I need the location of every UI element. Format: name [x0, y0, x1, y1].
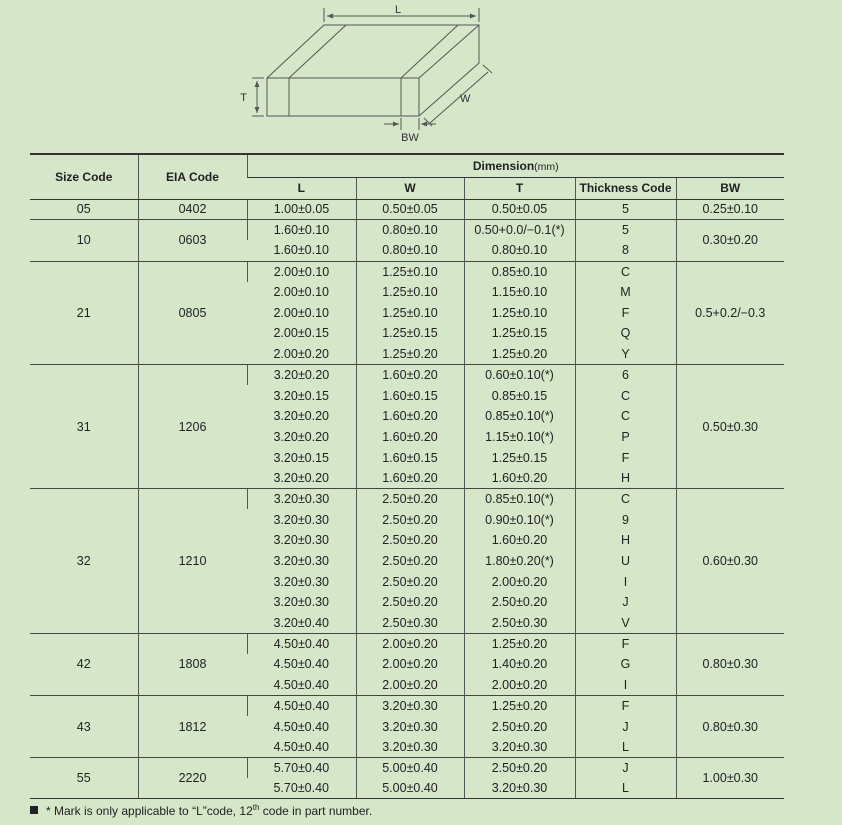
- cell-eia-code: 2220: [138, 758, 247, 799]
- table-row: [30, 261, 784, 282]
- cell-l: 1.60±0.10: [247, 220, 356, 241]
- cell-w: 1.60±0.20: [356, 427, 464, 448]
- cell-t: 2.50±0.20: [464, 716, 575, 737]
- table-row: [30, 365, 784, 386]
- cell-t: 2.50±0.30: [464, 613, 575, 634]
- cell-size-code: 10: [30, 220, 138, 261]
- footnote-text-after: code in part number.: [259, 804, 373, 818]
- cell-size-code: 32: [30, 489, 138, 634]
- cell-bw: 0.25±0.10: [676, 199, 784, 220]
- cell-w: 2.50±0.20: [356, 509, 464, 530]
- cell-w: 1.60±0.15: [356, 385, 464, 406]
- cell-w: 1.25±0.20: [356, 344, 464, 365]
- cell-t: 0.85±0.15: [464, 385, 575, 406]
- cell-l: 4.50±0.40: [273, 677, 330, 692]
- cell-t: 0.85±0.10: [464, 261, 575, 282]
- cell-w: 5.00±0.40: [356, 758, 464, 779]
- cell-t: 1.25±0.15: [464, 447, 575, 468]
- cell-eia-code: 0603: [138, 220, 247, 261]
- cell-thickness-code: 5: [575, 220, 676, 241]
- cell-thickness-code: F: [575, 696, 676, 717]
- cell-t: 1.25±0.20: [464, 344, 575, 365]
- cell-t: 1.60±0.20: [464, 530, 575, 551]
- cell-eia-code: 1812: [138, 696, 247, 758]
- cell-l: 4.50±0.40: [273, 739, 330, 754]
- cell-w: 0.50±0.05: [356, 199, 464, 220]
- cell-w: 2.00±0.20: [356, 675, 464, 696]
- cell-t: 2.50±0.20: [464, 758, 575, 779]
- cell-l: 3.20±0.30: [273, 595, 330, 610]
- cell-l: 4.50±0.40: [273, 657, 330, 672]
- cell-thickness-code: V: [575, 613, 676, 634]
- table-row: [30, 633, 784, 654]
- cell-thickness-code: C: [575, 261, 676, 282]
- cell-l: 4.50±0.40: [247, 696, 356, 717]
- cell-l: 3.20±0.40: [273, 615, 330, 630]
- header-bw: BW: [676, 177, 784, 199]
- cell-l: 2.00±0.10: [247, 261, 356, 282]
- cell-thickness-code: J: [575, 592, 676, 613]
- bullet-square-icon: [30, 806, 38, 814]
- cell-w: 1.25±0.10: [356, 282, 464, 303]
- cell-l: 2.00±0.15: [273, 326, 330, 341]
- cell-thickness-code: 5: [575, 199, 676, 220]
- cell-thickness-code: I: [575, 675, 676, 696]
- cell-w: 0.80±0.10: [356, 240, 464, 261]
- cell-l: 1.00±0.05: [247, 199, 356, 220]
- cell-w: 0.80±0.10: [356, 220, 464, 241]
- cell-size-code: 42: [30, 633, 138, 695]
- cell-t: 3.20±0.30: [464, 737, 575, 758]
- label-t: T: [240, 92, 247, 104]
- cell-bw: 1.00±0.30: [676, 758, 784, 799]
- cell-thickness-code: G: [575, 654, 676, 675]
- cell-t: 1.40±0.20: [464, 654, 575, 675]
- cell-thickness-code: L: [575, 737, 676, 758]
- cell-w: 2.50±0.20: [356, 489, 464, 510]
- cell-l: 3.20±0.30: [273, 574, 330, 589]
- cell-t: 2.00±0.20: [464, 571, 575, 592]
- cell-w: 1.25±0.15: [356, 323, 464, 344]
- cell-t: 1.25±0.20: [464, 633, 575, 654]
- cell-bw: 0.80±0.30: [676, 633, 784, 695]
- cell-eia-code: 1206: [138, 365, 247, 489]
- cell-size-code: 21: [30, 261, 138, 364]
- table-row: [30, 489, 784, 510]
- cell-size-code: 55: [30, 758, 138, 799]
- cell-thickness-code: M: [575, 282, 676, 303]
- cell-l: 5.70±0.40: [247, 758, 356, 779]
- cell-l: 4.50±0.40: [273, 719, 330, 734]
- header-eia-code: EIA Code: [138, 154, 247, 199]
- cell-eia-code: 1808: [138, 633, 247, 695]
- chip-outline: [267, 25, 479, 116]
- cell-l: 3.20±0.30: [273, 512, 330, 527]
- header-t: T: [464, 177, 575, 199]
- label-l: L: [394, 4, 402, 16]
- cell-l: 2.00±0.10: [273, 285, 330, 300]
- header-dimension-unit: (mm): [534, 160, 559, 173]
- cell-l: 3.20±0.30: [273, 554, 330, 569]
- cell-w: 1.60±0.15: [356, 447, 464, 468]
- cell-l: 4.50±0.40: [247, 633, 356, 654]
- table-row: [30, 220, 784, 241]
- cell-t: 2.50±0.20: [464, 592, 575, 613]
- cell-eia-code: 0402: [138, 199, 247, 220]
- chip-dimension-diagram: [0, 0, 842, 150]
- cell-thickness-code: H: [575, 468, 676, 489]
- cell-l: 3.20±0.20: [273, 471, 330, 486]
- cell-thickness-code: C: [575, 406, 676, 427]
- label-w: W: [460, 93, 471, 105]
- cell-w: 2.50±0.20: [356, 571, 464, 592]
- dimension-table: [30, 153, 784, 799]
- cell-thickness-code: F: [575, 633, 676, 654]
- cell-thickness-code: I: [575, 571, 676, 592]
- cell-l: 3.20±0.15: [273, 388, 330, 403]
- table-row: [30, 199, 784, 220]
- cell-w: 3.20±0.30: [356, 716, 464, 737]
- cell-t: 0.90±0.10(*): [464, 509, 575, 530]
- cell-t: 1.15±0.10(*): [464, 427, 575, 448]
- cell-thickness-code: L: [575, 778, 676, 799]
- cell-thickness-code: U: [575, 551, 676, 572]
- cell-bw: 0.80±0.30: [676, 696, 784, 758]
- cell-eia-code: 0805: [138, 261, 247, 364]
- cell-w: 2.00±0.20: [356, 654, 464, 675]
- header-w: W: [356, 177, 464, 199]
- cell-w: 1.60±0.20: [356, 365, 464, 386]
- cell-bw: 0.50±0.30: [676, 365, 784, 489]
- cell-t: 0.60±0.10(*): [464, 365, 575, 386]
- cell-thickness-code: J: [575, 758, 676, 779]
- cell-t: 1.15±0.10: [464, 282, 575, 303]
- footnote: [30, 803, 372, 818]
- cell-l: 1.60±0.10: [273, 243, 330, 258]
- cell-thickness-code: F: [575, 302, 676, 323]
- footnote-sup: th: [252, 803, 260, 812]
- cell-w: 3.20±0.30: [356, 737, 464, 758]
- cell-w: 1.60±0.20: [356, 406, 464, 427]
- w-dimension-line: [430, 72, 488, 123]
- header-thickness-code: Thickness Code: [575, 177, 676, 199]
- cell-w: 1.25±0.10: [356, 261, 464, 282]
- cell-l: 3.20±0.15: [273, 450, 330, 465]
- cell-l: 2.00±0.10: [273, 305, 330, 320]
- cell-t: 0.50±0.05: [464, 199, 575, 220]
- cell-l: 3.20±0.20: [273, 409, 330, 424]
- cell-l: 3.20±0.20: [247, 365, 356, 386]
- table-row: [30, 758, 784, 779]
- cell-thickness-code: H: [575, 530, 676, 551]
- cell-size-code: 43: [30, 696, 138, 758]
- cell-w: 5.00±0.40: [356, 778, 464, 799]
- cell-l: 5.70±0.40: [247, 778, 356, 799]
- cell-thickness-code: 8: [575, 240, 676, 261]
- cell-eia-code: 1210: [138, 489, 247, 634]
- cell-t: 0.85±0.10(*): [464, 406, 575, 427]
- cell-t: 0.85±0.10(*): [464, 489, 575, 510]
- header-size-code: Size Code: [30, 154, 138, 199]
- cell-bw: 0.60±0.30: [676, 489, 784, 634]
- cell-w: 2.50±0.20: [356, 530, 464, 551]
- label-bw: BW: [401, 132, 419, 144]
- cell-thickness-code: C: [575, 489, 676, 510]
- header-dimension-label: Dimension: [472, 158, 535, 173]
- footnote-text-before: * Mark is only applicable to “L”code, 12: [46, 804, 253, 818]
- cell-t: 1.25±0.10: [464, 302, 575, 323]
- header-l: L: [247, 177, 356, 199]
- cell-thickness-code: C: [575, 385, 676, 406]
- dimension-table-body: [30, 199, 784, 799]
- cell-w: 1.60±0.20: [356, 468, 464, 489]
- cell-thickness-code: F: [575, 447, 676, 468]
- cell-thickness-code: Q: [575, 323, 676, 344]
- table-row: [30, 696, 784, 717]
- cell-thickness-code: P: [575, 427, 676, 448]
- cell-thickness-code: J: [575, 716, 676, 737]
- cell-bw: 0.5+0.2/−0.3: [676, 261, 784, 364]
- cell-thickness-code: 6: [575, 365, 676, 386]
- cell-t: 0.80±0.10: [464, 240, 575, 261]
- cell-w: 2.50±0.20: [356, 592, 464, 613]
- cell-thickness-code: Y: [575, 344, 676, 365]
- cell-w: 2.50±0.30: [356, 613, 464, 634]
- cell-l: 3.20±0.20: [273, 429, 330, 444]
- cell-w: 1.25±0.10: [356, 302, 464, 323]
- cell-w: 2.00±0.20: [356, 633, 464, 654]
- cell-thickness-code: 9: [575, 509, 676, 530]
- cell-bw: 0.30±0.20: [676, 220, 784, 261]
- cell-l: 3.20±0.30: [247, 489, 356, 510]
- cell-t: 1.25±0.20: [464, 696, 575, 717]
- cell-l: 2.00±0.20: [273, 346, 330, 361]
- cell-t: 0.50+0.0/−0.1(*): [464, 220, 575, 241]
- header-dimension: [247, 154, 784, 177]
- cell-size-code: 05: [30, 199, 138, 220]
- cell-t: 1.60±0.20: [464, 468, 575, 489]
- cell-t: 1.80±0.20(*): [464, 551, 575, 572]
- cell-w: 2.50±0.20: [356, 551, 464, 572]
- cell-t: 2.00±0.20: [464, 675, 575, 696]
- cell-l: 3.20±0.30: [273, 533, 330, 548]
- cell-w: 3.20±0.30: [356, 696, 464, 717]
- cell-t: 3.20±0.30: [464, 778, 575, 799]
- cell-t: 1.25±0.15: [464, 323, 575, 344]
- cell-size-code: 31: [30, 365, 138, 489]
